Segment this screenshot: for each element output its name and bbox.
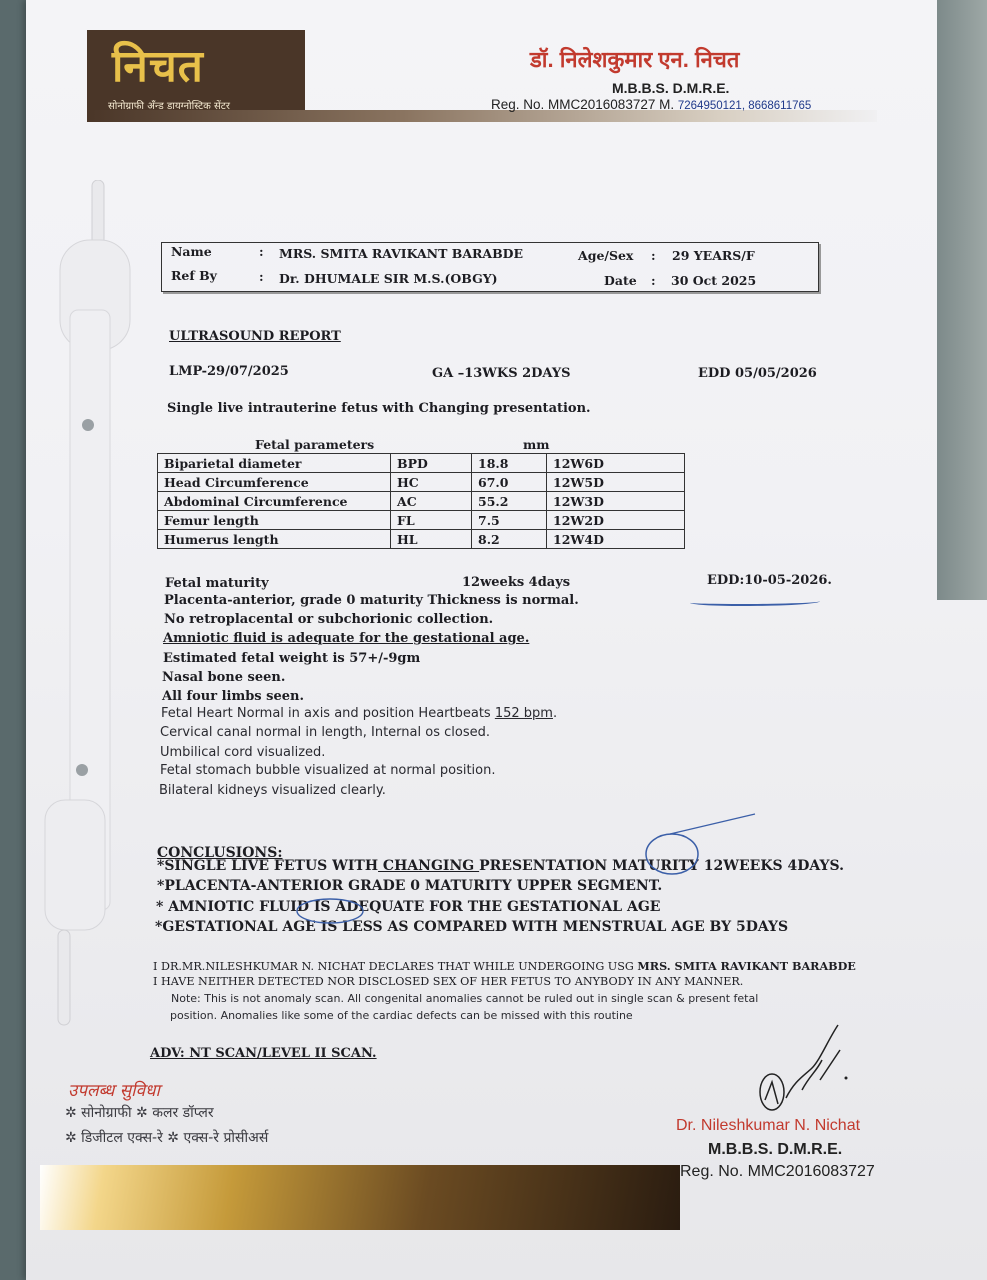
abbr-cell: FL: [391, 511, 472, 530]
doctor-degree: M.B.B.S. D.M.R.E.: [612, 80, 730, 96]
declaration-line-2: I HAVE NEITHER DETECTED NOR DISCLOSED SEX OF HER FETUS TO ANYBODY IN ANY MANNER.: [153, 975, 744, 988]
pen-circle: [295, 896, 365, 926]
param-cell: Head Circumference: [158, 473, 391, 492]
file-binder-clip: [40, 180, 135, 1040]
c1-c: PRESENTATION MATURITY 12WEEKS 4DAYS.: [479, 858, 845, 874]
finding-line: Umbilical cord visualized.: [160, 745, 326, 760]
agesex-label: Age/Sex: [578, 248, 634, 263]
report-date: 30 Oct 2025: [671, 273, 757, 288]
table-title: Fetal parameters: [255, 437, 375, 452]
signature-reg: Reg. No. MMC2016083727: [680, 1163, 875, 1180]
heart-suffix: .: [552, 706, 558, 721]
c1-a: *SINGLE LIVE FETUS WITH: [157, 858, 379, 874]
finding-line: Cervical canal normal in length, Internal os closed.: [160, 725, 490, 740]
agesex-sep: :: [651, 248, 656, 263]
abbr-cell: BPD: [391, 454, 472, 473]
lmp: LMP-29/07/2025: [169, 364, 289, 379]
finding-line: Nasal bone seen.: [162, 670, 286, 685]
finding-line: No retroplacental or subchorionic collection.: [164, 612, 494, 627]
note-line-1: Note: This is not anomaly scan. All congenital anomalies cannot be ruled out in single scan & present fetal: [171, 992, 759, 1005]
age-cell: 12W4D: [547, 530, 685, 549]
phone-numbers: 7264950121, 8668611765: [677, 100, 812, 112]
conclusion-2: *PLACENTA-ANTERIOR GRADE 0 MATURITY UPPER SEGMENT.: [157, 878, 663, 894]
doctor-name-hindi: डॉ. निलेशकुमार एन. निचत: [530, 47, 740, 72]
table-row: [158, 530, 685, 549]
note-line-2: position. Anomalies like some of the cardiac defects can be missed with this routine: [170, 1009, 633, 1022]
c1-b: CHANGING: [378, 858, 480, 874]
signature: [750, 1020, 860, 1120]
finding-line: Estimated fetal weight is 57+/-9gm: [163, 651, 421, 666]
finding-line: Amniotic fluid is adequate for the gestational age.: [163, 631, 530, 646]
report-title: ULTRASOUND REPORT: [169, 329, 341, 344]
param-cell: Femur length: [158, 511, 391, 530]
reg-number: Reg. No. MMC2016083727 M.: [491, 97, 675, 112]
background-edge: [937, 0, 987, 600]
name-label: Name: [171, 244, 212, 259]
pen-circle: [640, 812, 760, 882]
value-cell: 18.8: [472, 454, 547, 473]
fetal-maturity-value: 12weeks 4days: [462, 575, 571, 590]
declaration-line-1: [153, 959, 856, 973]
param-cell: Abdominal Circumference: [158, 492, 391, 511]
conclusion-4: *GESTATIONAL AGE IS LESS AS COMPARED WITH MENSTRUAL AGE BY 5DAYS: [155, 919, 789, 935]
signature-degree: M.B.B.S. D.M.R.E.: [708, 1141, 843, 1158]
abbr-cell: HL: [391, 530, 472, 549]
ref-label: Ref By: [171, 268, 217, 283]
footer-band: [40, 1165, 680, 1230]
conclusion-3: * AMNIOTIC FLUID IS ADEQUATE FOR THE GESTATIONAL AGE: [156, 899, 661, 915]
age-cell: 12W2D: [547, 511, 685, 530]
edd: EDD 05/05/2026: [698, 366, 817, 381]
decl-text: I DR.MR.NILESHKUMAR N. NICHAT DECLARES THAT WHILE UNDERGOING USG: [153, 960, 638, 973]
heart-line: [161, 706, 557, 721]
signature-name: Dr. Nileshkumar N. Nichat: [676, 1117, 861, 1134]
patient-agesex: 29 YEARS/F: [672, 248, 755, 263]
clinic-subtitle: सोनोग्राफी अँन्ड डायग्नोस्टिक सेंटर: [108, 101, 230, 112]
heart-bpm: 152 bpm: [494, 706, 553, 721]
table-unit: mm: [523, 437, 550, 452]
abbr-cell: HC: [391, 473, 472, 492]
conclusions-title: CONCLUSIONS:: [157, 845, 283, 861]
table-row: [158, 473, 685, 492]
patient-info-box: [161, 242, 819, 292]
table-row: [158, 454, 685, 473]
value-cell: 55.2: [472, 492, 547, 511]
age-cell: 12W3D: [547, 492, 685, 511]
param-cell: Biparietal diameter: [158, 454, 391, 473]
finding-line: Bilateral kidneys visualized clearly.: [159, 783, 386, 798]
clinic-logo: निचत: [112, 41, 204, 92]
finding-line: All four limbs seen.: [162, 689, 304, 704]
abbr-cell: AC: [391, 492, 472, 511]
ref-sep: :: [259, 269, 264, 284]
advice: ADV: NT SCAN/LEVEL II SCAN.: [150, 1046, 377, 1061]
facilities-title: उपलब्ध सुविधा: [68, 1081, 160, 1101]
facility-line-2: ✲ डिजीटल एक्स-रे ✲ एक्स-रे प्रोसीअर्स: [65, 1130, 269, 1146]
table-row: [158, 511, 685, 530]
edd-corrected: EDD:10-05-2026.: [707, 573, 832, 588]
param-cell: Humerus length: [158, 530, 391, 549]
fetal-parameters-table: [157, 453, 685, 549]
age-cell: 12W6D: [547, 454, 685, 473]
value-cell: 7.5: [472, 511, 547, 530]
date-sep: :: [651, 273, 656, 288]
fetal-maturity-label: Fetal maturity: [165, 576, 269, 591]
patient-name: MRS. SMITA RAVIKANT BARABDE: [279, 246, 524, 261]
finding-line: Placenta-anterior, grade 0 maturity Thickness is normal.: [164, 593, 579, 608]
finding-line: Fetal stomach bubble visualized at normal position.: [160, 763, 496, 778]
decl-patient: MRS. SMITA RAVIKANT BARABDE: [637, 959, 856, 973]
name-sep: :: [259, 244, 264, 259]
summary-line: Single live intrauterine fetus with Changing presentation.: [167, 401, 591, 416]
date-label: Date: [604, 273, 637, 288]
doctor-reg: [491, 97, 811, 112]
value-cell: 8.2: [472, 530, 547, 549]
ref-by: Dr. DHUMALE SIR M.S.(OBGY): [279, 271, 498, 286]
value-cell: 67.0: [472, 473, 547, 492]
gestational-age: GA –13WKS 2DAYS: [432, 366, 571, 381]
table-row: [158, 492, 685, 511]
facility-line-1: ✲ सोनोग्राफी ✲ कलर डॉप्लर: [65, 1105, 214, 1121]
age-cell: 12W5D: [547, 473, 685, 492]
heart-prefix: Fetal Heart Normal in axis and position Heartbeats: [161, 706, 495, 721]
